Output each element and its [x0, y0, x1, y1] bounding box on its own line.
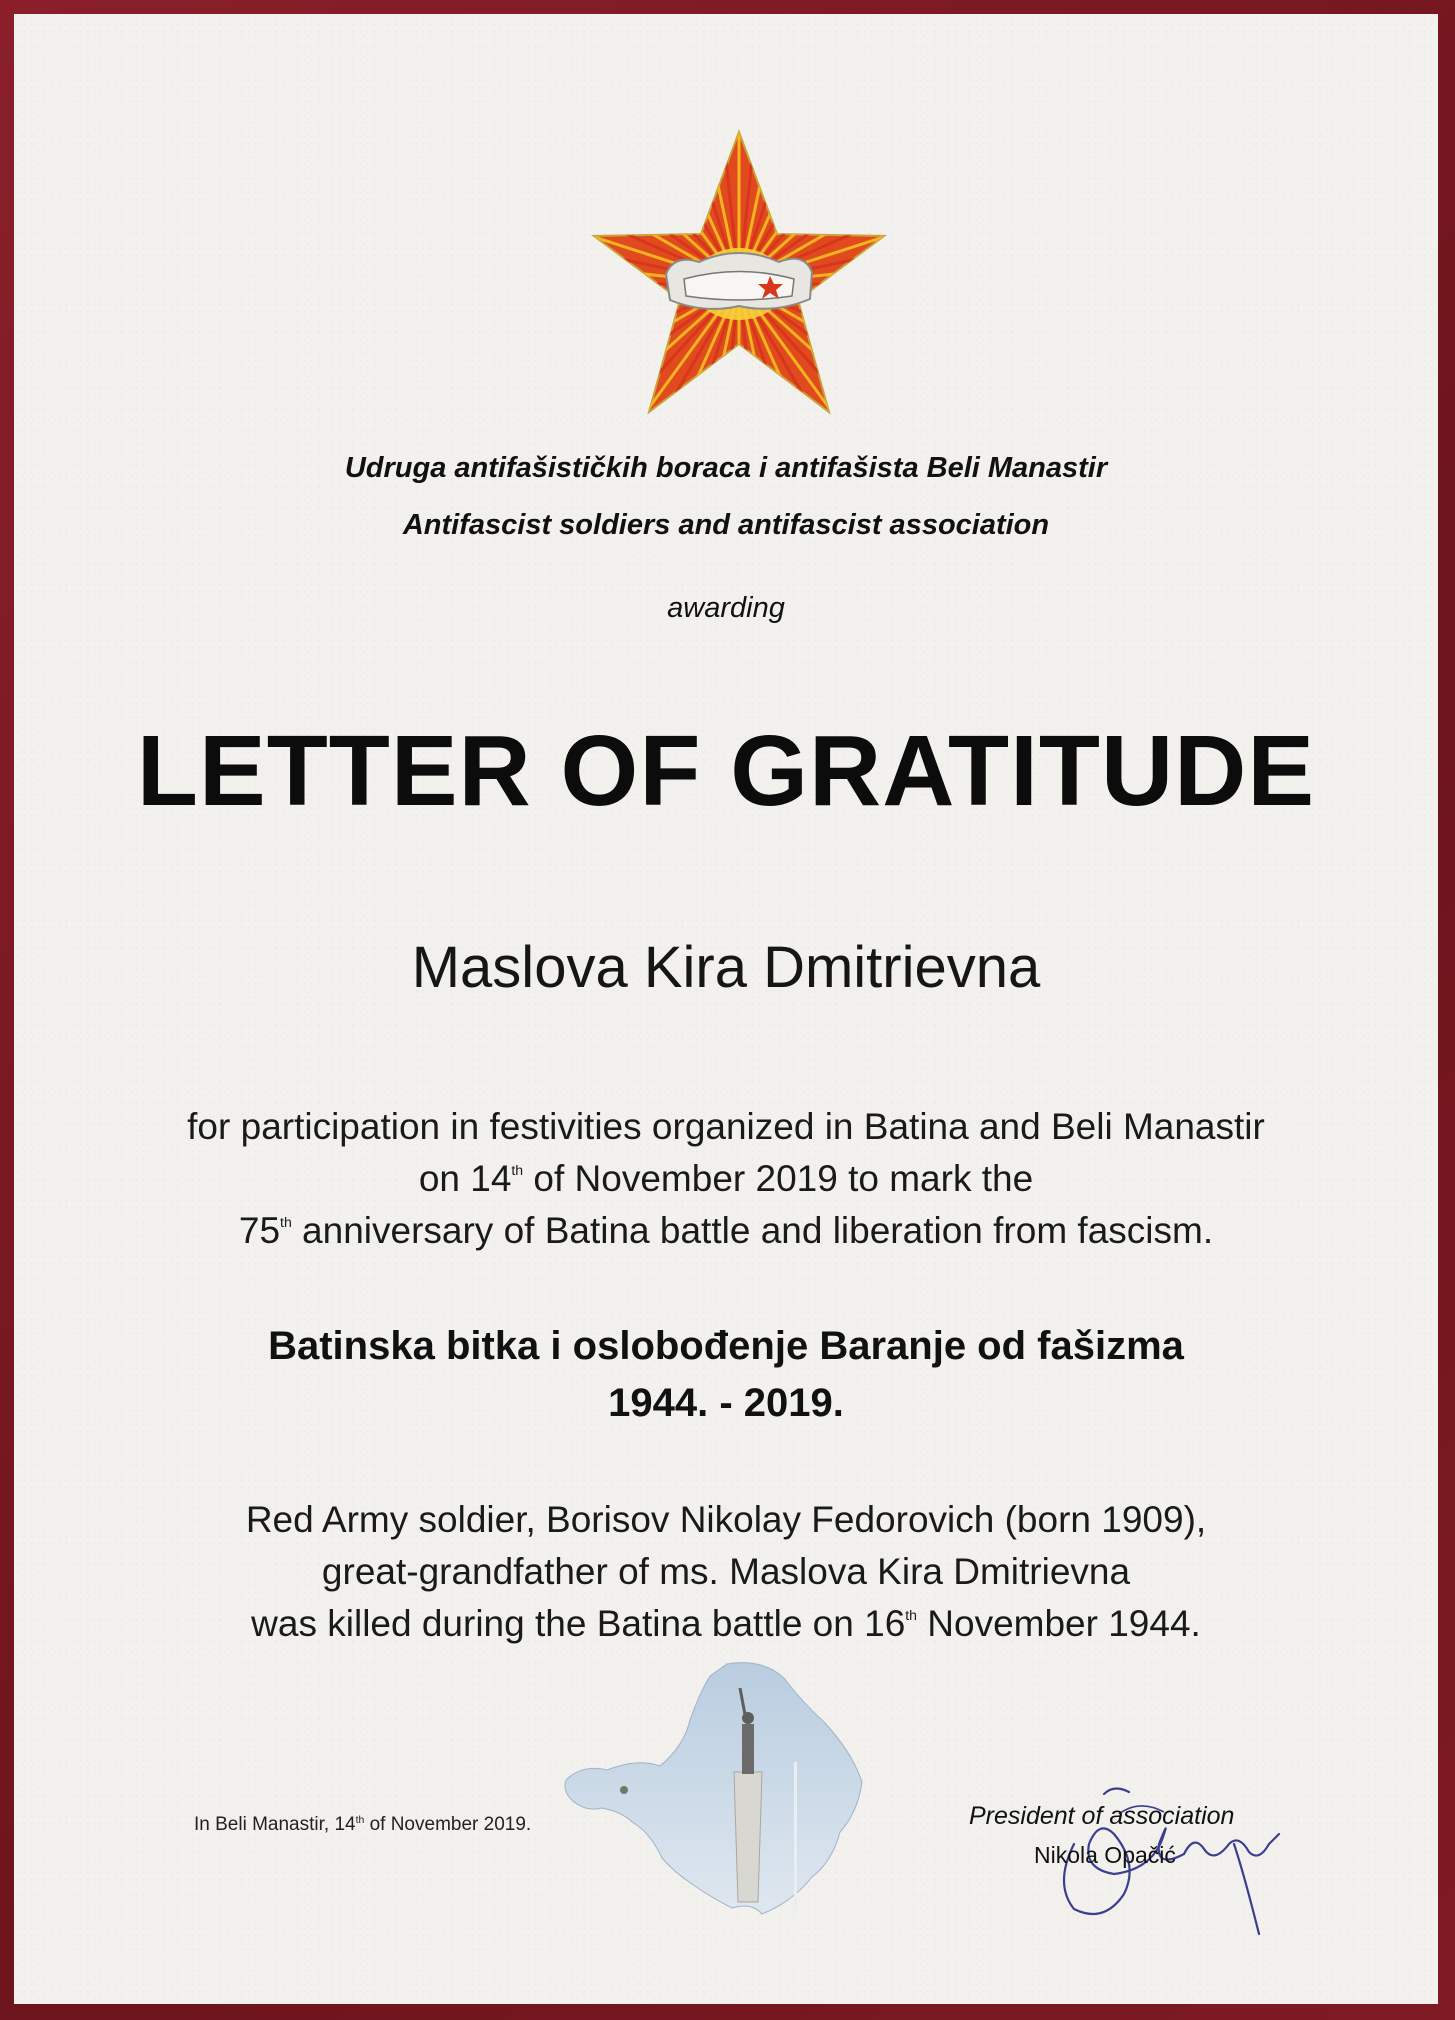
recipient-name: Maslova Kira Dmitrievna: [411, 935, 1041, 1000]
president-name: Nikola Opačić: [1034, 1842, 1176, 1868]
org-name-local: Udruga antifašističkih boraca i antifašista Beli Manastir: [344, 452, 1108, 484]
remembrance-line-3: was killed during the Batina battle on 16th November 1944.: [251, 1603, 1201, 1644]
baranja-map-monument-image: [562, 1662, 942, 1922]
remembrance-line-1: Red Army soldier, Borisov Nikolay Fedorovich (born 1909),: [245, 1499, 1207, 1540]
place-and-date: In Beli Manastir, 14th of November 2019.: [194, 1814, 532, 1835]
body-line-1: for participation in festivities organized in Batina and Beli Manastir: [187, 1106, 1265, 1147]
remembrance-line-2: great-grandfather of ms. Maslova Kira Dmitrievna: [321, 1551, 1131, 1592]
certificate-paper: [14, 14, 1438, 2004]
event-title: Batinska bitka i oslobođenje Baranje od fašizma: [268, 1324, 1184, 1368]
certificate-title: LETTER OF GRATITUDE: [136, 715, 1316, 827]
event-years: 1944. - 2019.: [608, 1381, 844, 1425]
org-name-english: Antifascist soldiers and antifascist association: [402, 509, 1050, 541]
body-line-3: 75th anniversary of Batina battle and liberation from fascism.: [238, 1210, 1214, 1251]
body-line-2: on 14th of November 2019 to mark the: [418, 1158, 1034, 1199]
awarding-label: awarding: [667, 592, 785, 624]
star-emblem-icon: [574, 124, 904, 424]
president-label: President of association: [969, 1802, 1235, 1830]
